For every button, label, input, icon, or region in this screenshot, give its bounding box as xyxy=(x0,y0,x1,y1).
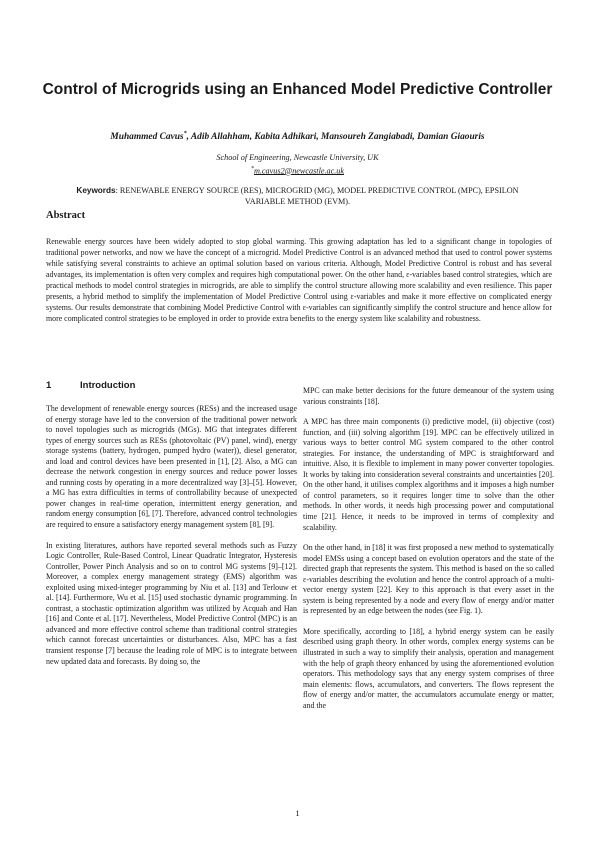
left-column xyxy=(46,380,297,677)
paragraph: A MPC has three main components (i) predictive model, (ii) objective (cost) function, and (iii) solving algorithm [19]. MPC can be effectively utilized in various ways to better control MG system compared to the other control strategies. For instance, the understanding of MPC is straightforward and intuitive. Also, it is flexible to implement in many power converter topologies. It works by taking into consideration several constraints and uncertainties [20]. On the other hand, it utilises complex algorithms and it imposes a high number of control parameters, so it requires longer time to solve than the other methods. In other words, it needs high processing power and computational time [21]. Hence, it needs to be improved in terms of complexity and scalability. xyxy=(303,417,554,532)
author-list xyxy=(40,128,555,143)
corresponding-mark: * xyxy=(183,131,187,137)
paper-title: Control of Microgrids using an Enhanced Model Predictive Controller xyxy=(42,81,553,98)
section-number: 1 xyxy=(46,380,52,391)
email-mark: * xyxy=(250,165,254,172)
author-email-link[interactable]: m.cavus2@newcastle.ac.uk xyxy=(253,166,345,176)
paragraph: MPC can make better decisions for the future demeanour of the system using various constraints [18]. xyxy=(303,386,554,406)
affiliation-school: School of Engineering, Newcastle University, UK xyxy=(216,153,379,162)
keywords-text: : RENEWABLE ENERGY SOURCE (RES), MICROGRID (MG), MODEL PREDICTIVE CONTROL (MPC), EPSILON VARIABLE METHOD (EVM). xyxy=(115,186,519,206)
keywords-label: Keywords xyxy=(76,186,116,195)
right-column xyxy=(303,386,554,721)
abstract-heading: Abstract xyxy=(46,210,86,221)
paragraph: The development of renewable energy sources (RESs) and the increased usage of energy storage have led to the conversion of the traditional power network to novel topologies such as microgrids (MGs). MG that integrates different types of energy sources such as RESs (photovoltaic (PV) panel, wind), energy storage systems (battery, hydrogen, pumped hydro (water)), diesel generator, and load and control devices have been presented in [1], [2]. Also, a MG can decrease the network congestion in energy sources and reduce power losses and running costs by operating in a more decentralized way [3]–[5]. However, a MG has extra difficulties in terms of controllability because of unexpected power changes in real-time operation, intermittent energy generation, and random energy consumption [6], [7]. Therefore, advanced control technologies are required to ensure a satisfactory energy management system [8], [9]. xyxy=(46,404,297,530)
paragraph: On the other hand, in [18] it was first proposed a new method to systematically model EMSs using a concept based on evolution operators and the state of the directed graph that represents the system. This method is based on the so called ε-variables describing the evolution and hence the control approach of a multi-vector energy system [22]. Key to this approach is that every asset in the system is being represented by a node and every flow of energy and/or matter is represented by an edge between the nodes (see Fig. 1). xyxy=(303,543,554,616)
keywords xyxy=(60,185,535,207)
abstract-body: Renewable energy sources have been widely adopted to stop global warming. This growing adaptation has led to a significant change in topologies of traditional power networks, and now we have the concept of a microgrid. Model Predictive Control is an advanced method that used to control power systems while satisfying several constraints to achieve an optimal solution based on various criteria. Although, Model Predictive Control is robust and has several advantages, its implementation is often very complex and requires high computational power. On the other hand, ε-variables based control strategies, which are practical methods to model control strategies in microgrids, are able to simplify the control structure allowing more scalability and even resilience. This paper presents, a hybrid method to simplify the implementation of Model Predictive Control using ε-variables and make it more effective on complicated energy systems. Our results demonstrate that combining Model Predictive Control with ε-variables can significantly simplify the control structure and hence allow for more complicated control strategies to be employed in order to provide extra benefits to the energy system like scalability and robustness. xyxy=(46,237,552,323)
section-heading xyxy=(46,380,297,392)
paragraph: In existing literatures, authors have reported several methods such as Fuzzy Logic Controller, Rule-Based Control, Linear Quadratic Integrator, Hysteresis Controller, Power Pinch Analysis and so on to control MG systems [9]–[12]. Moreover, a complex energy management strategy (EMS) algorithm was exploited using mixed-integer programming by Niu et al. [13] and Terlouw et al. [14]. Furthermore, Wu et al. [15] used stochastic dynamic programming. In contrast, a stochastic optimization algorithm was utilized by Acquah and Han [16] and Conte et al. [17]. Nevertheless, Model Predictive Control (MPC) is an advanced and more effective control scheme than traditional control strategies which cannot forecast uncertainties or disturbances. Also, MPC has a fast transient response [7] because the leading role of MPC is to integrate between new updated data and forecasts. By doing so, the xyxy=(46,540,297,666)
affiliation xyxy=(40,153,555,177)
first-author: Muhammed Cavus xyxy=(110,132,184,143)
page-number: 1 xyxy=(295,808,300,818)
other-authors: , Adib Allahham, Kabita Adhikari, Mansoureh Zangiabadi, Damian Giaouris xyxy=(186,132,485,143)
paragraph: More specifically, according to [18], a hybrid energy system can be easily described using graph theory. In other words, complex energy systems can be illustrated in such a way to simplify their analysis, operation and management with the help of graph theory enhanced by using the aforementioned evolution operators. This methodology says that any energy system comprises of three main elements: flows, accumulators, and converters. The flows represent the flow of energy and/or matter, the accumulators accumulate energy or matter, and the xyxy=(303,626,554,710)
section-title: Introduction xyxy=(80,380,136,391)
